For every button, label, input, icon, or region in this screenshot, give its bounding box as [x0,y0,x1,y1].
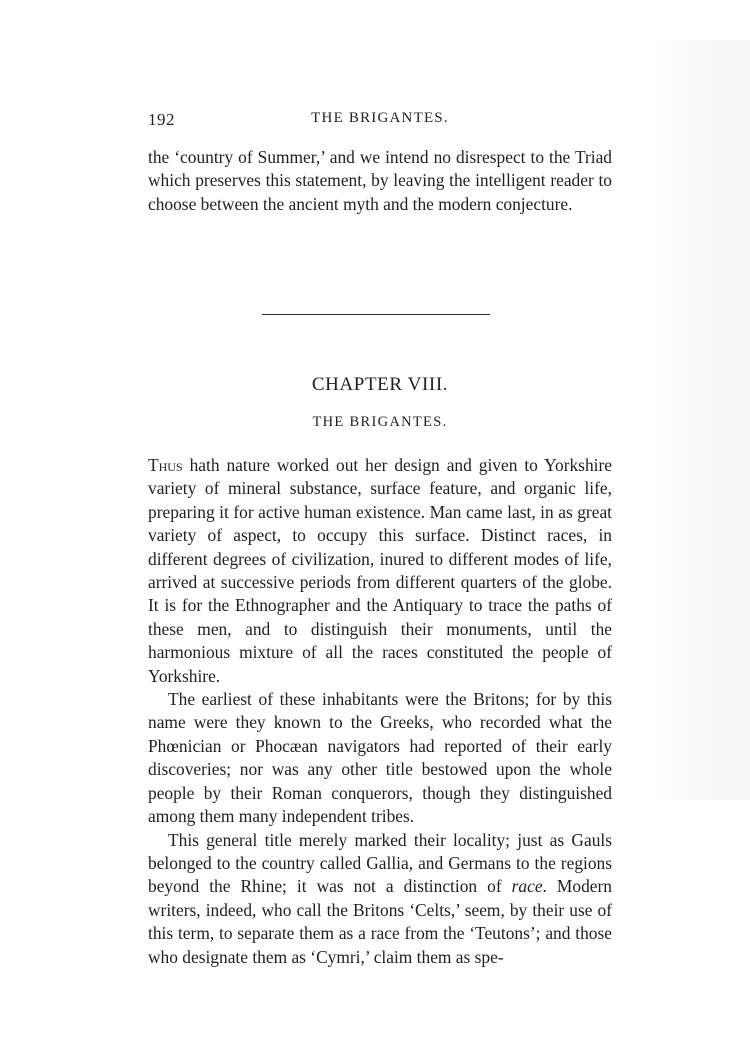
paragraph-1-text: hath nature worked out her design and given to Yorkshire variety of mineral substance, surface feature, and organic life, preparing it for active human existence. Man came last, in as great variety of aspect, to occupy this surface. Distinct races, in different degrees of civilization, inured to different modes of life, arrived at successive periods from different quarters of the globe. It is for the Ethnographer and the Antiquary to trace the paths of these men, and to distinguish their monuments, until the harmonious mixture of all the races constituted the people of Yorkshire. [148,455,612,686]
page-edge-shading [640,40,750,800]
carry-over-paragraph-block [148,146,612,216]
chapter-heading: CHAPTER VIII. [311,374,449,395]
paragraph-3 [148,829,612,969]
section-divider-rule [262,314,490,315]
paragraph-1 [148,454,612,688]
paragraph-lead-word: Thus [148,455,183,475]
running-head [148,110,612,134]
chapter-body [148,454,612,969]
chapter-title: THE BRIGANTES. [312,414,448,430]
paragraph-3-text-start: This general title merely marked their locality; just as Gauls belonged to the country called Gallia, and Germans to the regions beyond the Rhine; it was not a distinction of [148,829,612,897]
carry-over-paragraph: the ‘country of Summer,’ and we intend no disrespect to the Triad which preserves this statement, by leaving the intelligent reader to choose between the ancient myth and the modern conjecture. [148,147,612,214]
page-number: 192 [148,110,175,129]
running-head-title: THE BRIGANTES. [311,110,449,126]
paragraph-2: The earliest of these inhabitants were the Britons; for by this name were they known to the Greeks, who recorded what the Phœnician or Phocæan navigators had reported of their early discoveries; nor was any other title bestowed upon the whole people by their Roman conquerors, though they distinguished among them many independent tribes. [148,689,612,827]
emphasized-word: race [511,876,543,897]
paragraph-3-text-end: . Modern writers, indeed, who call the Britons ‘Celts,’ seem, by their use of this term, to separate them as a race from the ‘Teutons’; and those who designate them as ‘Cymri,’ claim them as spe- [148,876,612,967]
